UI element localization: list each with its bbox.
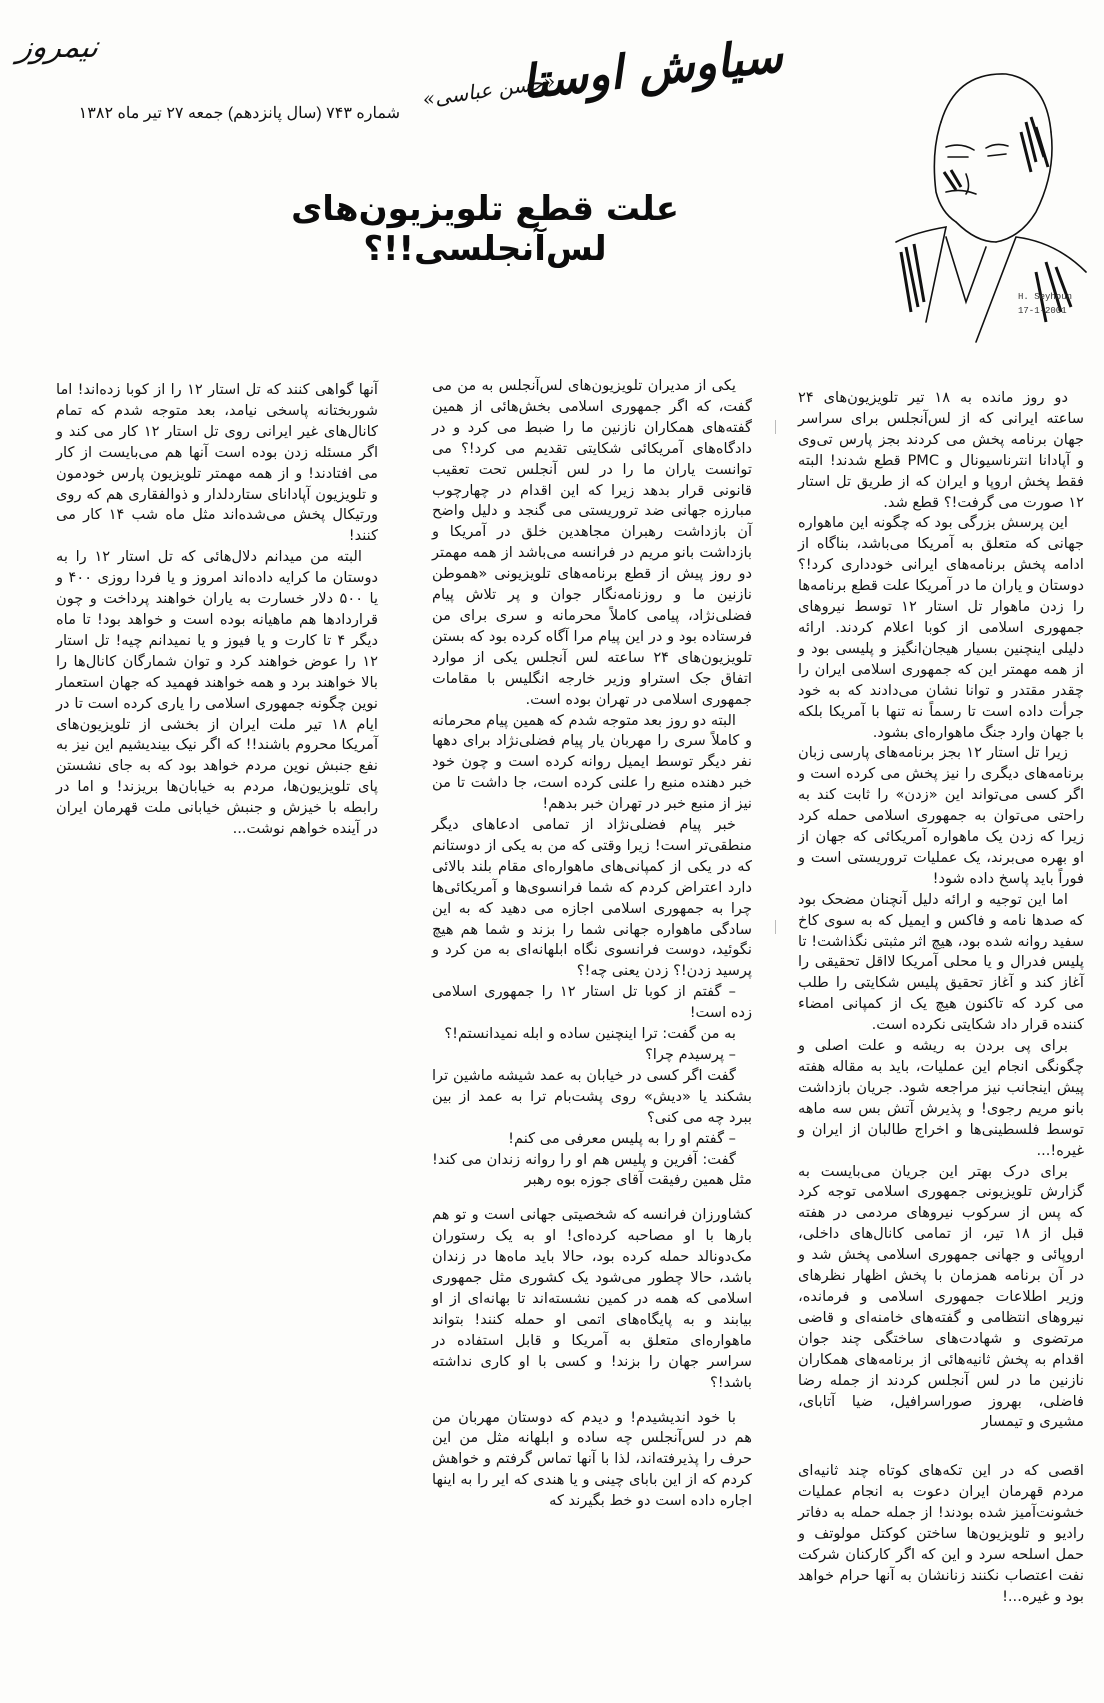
dialogue-line: – گفتم او را به پلیس معرفی می کنم! <box>508 1129 736 1147</box>
column-title: سیاوش اوستا <box>518 28 786 110</box>
sketch-date: 17-1-2001 <box>1018 306 1067 316</box>
paragraph: اقصی که در این تکه‌های کوتاه چند ثانیه‌ای مردم قهرمان ایران دعوت به انجام عملیات خشونت‌آمیز شده بودند! از جمله حمله به دفاتر رادیو و تلویزیون‌ها ساختن کوکتل مولوتف و حمل اسلحه سرد و این که اگر کارکنان شرکت نفت اعتصاب نکنند زنانشان به آنها حرام خواهد بود و غیره...! <box>798 1462 1084 1605</box>
dialogue-line: – پرسیدم چرا؟ <box>645 1046 736 1063</box>
issue-info: شماره ۷۴۳ (سال پانزدهم) جمعه ۲۷ تیر ماه ۱۳۸۲ <box>78 105 400 122</box>
newspaper-brand: نیمروز <box>15 30 101 65</box>
author-signature: «حسن عباسی» <box>420 68 557 112</box>
artist-signature: H. Seyhoun <box>1018 292 1073 302</box>
dialogue-line: گفت: آفرین و پلیس هم او را روانه زندان می کند! مثل همین رفیقت آقای جوزه بوه رهبر <box>432 1150 752 1189</box>
article-column-right <box>798 388 1084 1608</box>
paragraph: کشاورزان فرانسه که شخصیتی جهانی است و تو هم بارها با او مصاحبه کرده‌ای! او به یک رستوران مک‌دونالد حمله کرده بود، حالا باید ماه‌ها در زندان باشد، حالا چطور می‌شود یک کشوری مثل جمهوری اسلامی که همه در کمین نشسته‌اند تا بهانه‌ای از او بیابند و به پایگاه‌های اتمی او حمله کنند! بتواند ماهواره‌ای متعلق به آمریکا و قابل استفاده در سراسر جهان را بزند! و کسی با او کاری نداشته باشد!؟ <box>432 1206 752 1391</box>
paragraph: البته دو روز بعد متوجه شدم که همین پیام محرمانه و کاملاً سری را مهربان یار پیام فضلی‌نژاد برای دهها نفر دیگر توسط ایمیل روانه کرده است و چون خود خبر دهنده منبع را علنی کرده است، جا داشت تا من نیز از منبع خبر در تهران خبر بدهم! <box>432 711 752 813</box>
article-column-middle <box>432 376 752 1512</box>
scan-mark <box>775 920 776 934</box>
dialogue-line: – گفتم از کوبا تل استار ۱۲ را جمهوری اسلامی زده است! <box>432 983 752 1022</box>
paragraph: اما این توجیه و ارائه دلیل آنچنان مضحک بود که صدها نامه و فاکس و ایمیل که به سوی کاخ سفید روانه شده بود، هیچ اثر مثبتی نگذاشت! تا پلیس فدرال و یا محلی آمریکا لااقل تحقیقی را آغاز کند و آغاز تحقیق پلیس شکایتی را طلب می کرد که تاکنون هیچ یک از کمپانی امضاء کننده قرار داد شکایتی نکرده است. <box>798 890 1084 1034</box>
paragraph: آنها گواهی کنند که تل استار ۱۲ را از کوبا زده‌اند! اما شوربختانه پاسخی نیامد، بعد متوجه شدم که تمام کانال‌های غیر ایرانی روی تل استار ۱۲ کار می کند و اگر مسئله زدن بوده است آنها هم می‌بایست از کار می افتادند! و از همه مهمتر تلویزیون پارس خودمون و تلویزیون آپادانای ستاردلدار و ذوالفقاری هم که روی ورتیکال پخش می‌شده‌اند مثل ماه شب ۱۴ کار می کنند! <box>56 381 379 545</box>
portrait-caption <box>1018 290 1072 318</box>
paragraph: برای درک بهتر این جریان می‌بایست به گزارش تلویزیونی جمهوری اسلامی توجه کرد که پس از سرکوب نیروهای مردمی در هفته قبل از ۱۸ تیر، از تمامی کانال‌های داخلی، اروپائی و جهانی جمهوری اسلامی پخش شد و در آن برنامه همزمان با پخش اظهار نظرهای وزیر اطلاعات جمهوری اسلامی و فرمانده، نیروهای انتظامی و گفته‌های خامنه‌ای و قاضی مرتضوی و شهادت‌های ساختگی چند جوان اقدام به پخش ثانیه‌هائی از برنامه‌های همکاران نازنین ما در لس آنجلس کردند از جمله رضا فاضلی، بهروز صوراسرافیل، ضیا آتابای، مشیری و تیمسار <box>798 1162 1084 1431</box>
paragraph: یکی از مدیران تلویزیون‌های لس‌آنجلس به من می گفت، که اگر جمهوری اسلامی بخش‌هائی از همین گفته‌های همکاران نازنین ما را ضبط می کرد و در دادگاه‌های آمریکائی شکایتی تقدیم می کرد!؟ می توانست یاران ما را در لس آنجلس تحت تعقیب قانونی قرار بدهد زیرا که این اقدام در چهارچوب مبارزه جهانی ضد تروریستی می گنجد و دلیل واضح آن بازداشت رهبران مجاهدین خلق در آمریکا و بازداشت بانو مریم در فرانسه می‌باشد از همه مهمتر دو روز پیش از قطع برنامه‌های تلویزیونی «هموطن نازنین ما و روزنامه‌نگار جوان و پر تلاش پیام فضلی‌نژاد، پیامی کاملاً محرمانه و سری برای من فرستاده بود و در این پیام مرا آگاه کرده بود که بستن تلویزیون‌های ۲۴ ساعته لس آنجلس یکی از موارد اتفاق جک استراو وزیر خارجه انگلیس با مقامات جمهوری اسلامی در تهران بوده است. <box>432 377 752 708</box>
paragraph: خبر پیام فضلی‌نژاد از تمامی ادعاهای دیگر منطقی‌تر است! زیرا وقتی که من به یکی از دوستانم که در یکی از کمپانی‌های ماهواره‌ای مقام بلند بالائی دارد اعتراض کردم که شما فرانسوی‌ها و آمریکائی‌ها چرا به جمهوری اسلامی اجازه می دهید که به این سادگی ماهواره جهانی شما را بزند و شما هم هیچ نگوئید، دوست فرانسوی نگاه ابلهانه‌ای به من کرد و پرسید زدن!؟ زدن یعنی چه!؟ <box>432 816 752 980</box>
paragraph: البته من میدانم دلال‌هائی که تل استار ۱۲ را به دوستان ما کرایه داده‌اند امروز و یا فردا روزی ۴۰۰ و یا ۵۰۰ دلار خسارت به یاران خواهند پرداخت و چون قراردادها هم ماهیانه بوده است و خواهد بود! تا ماه دیگر ۴ تا کارت و یا فیوز و یا نمیدانم چیه! تل استار ۱۲ را عوض خواهند کرد و توان شمارگان کانال‌ها را بالا خواهند برد و همه خواهند فهمید که جهان استعمار نوین چگونه جمهوری اسلامی را یاری کرده است تا در ایام ۱۸ تیر ملت ایران از بخشی از تلویزیون‌های آمریکا محروم باشند!! که اگر نیک بیندیشیم این نیز به نفع جنبش نوین مردم خواهد بود که به جای نشستن پای تلویزیون‌ها، مردم به خیابان‌ها بریزند! و اما در رابطه با خیزش و جنبش خیابانی ملت قهرمان ایران در آینده خواهم نوشت... <box>56 548 379 838</box>
dialogue-line: گفت اگر کسی در خیابان به عمد شیشه ماشین ترا بشکند یا «دیش» روی پشت‌بام ترا به عمد از بین ببرد چه می کنی؟ <box>432 1066 752 1126</box>
article-headline: علت قطع تلویزیون‌های لس‌آنجلسی!!؟ <box>291 188 679 269</box>
paragraph: زیرا تل استار ۱۲ بجز برنامه‌های پارسی زبان برنامه‌های دیگری را نیز پخش می کرده است و اگر کسی می‌تواند این «زدن» را ثابت کند به راحتی می‌توان به جمهوری اسلامی حمله کرد زیرا که زدن یک ماهواره آمریکائی که جهان از او بهره می‌برند، یک عملیات تروریستی است و فوراً باید پاسخ داده شود! <box>798 744 1084 887</box>
paragraph: برای پی بردن به ریشه و علت اصلی و چگونگی انجام این عملیات، باید به مقاله هفته پیش اینجانب نیز مراجعه شود. جریان بازداشت بانو مریم رجوی! و پذیرش آتش بس سه ماهه توسط فلسطینی‌ها و اخراج طالبان از ایران و غیره!... <box>798 1037 1084 1159</box>
article-column-left <box>56 380 378 840</box>
scan-mark <box>775 420 776 434</box>
paragraph: این پرسش بزرگی بود که چگونه این ماهواره جهانی که متعلق به آمریکا می‌باشد، بناگاه از ادامه پخش برنامه‌های ایرانی خودداری کرد!؟ دوستان و یاران ما در آمریکا علت قطع برنامه‌ها را زدن ماهوار تل استار ۱۲ توسط نیروهای جمهوری اسلامی از کوبا اعلام کردند. ارائه دلیلی اینچنین بسیار هیجان‌انگیز و پلیسی بود و از همه مهمتر این که جمهوری اسلامی ایران را چقدر مقتدر و توانا نشان می‌دادند که به خود جرأت داده است تا رسماً نه تنها با آمریکا بلکه با جهان وارد جنگ ماهواره‌ای بشود. <box>798 514 1084 741</box>
paragraph: دو روز مانده به ۱۸ تیر تلویزیون‌های ۲۴ ساعته ایرانی که از لس‌آنجلس برای سراسر جهان برنامه پخش می کردند بجز پارس تی‌وی و آپادانا انترناسیونال و PMC قطع شدند! البته فقط پخش اروپا و ایران که از طریق تل استار ۱۲ صورت می گرفت!؟ قطع شد. <box>798 389 1084 511</box>
dialogue-line: به من گفت: ترا اینچنین ساده و ابله نمیدانستم!؟ <box>444 1025 736 1043</box>
paragraph: با خود اندیشیدم! و دیدم که دوستان مهربان من هم در لس‌آنجلس چه ساده و ابلهانه مثل من این حرف را پذیرفته‌اند، لذا با آنها تماس گرفتم و خواهش کردم که از این بابای چینی و یا هندی که ایر را به اینها اجاره داده است دو خط بگیرند که <box>432 1408 752 1510</box>
